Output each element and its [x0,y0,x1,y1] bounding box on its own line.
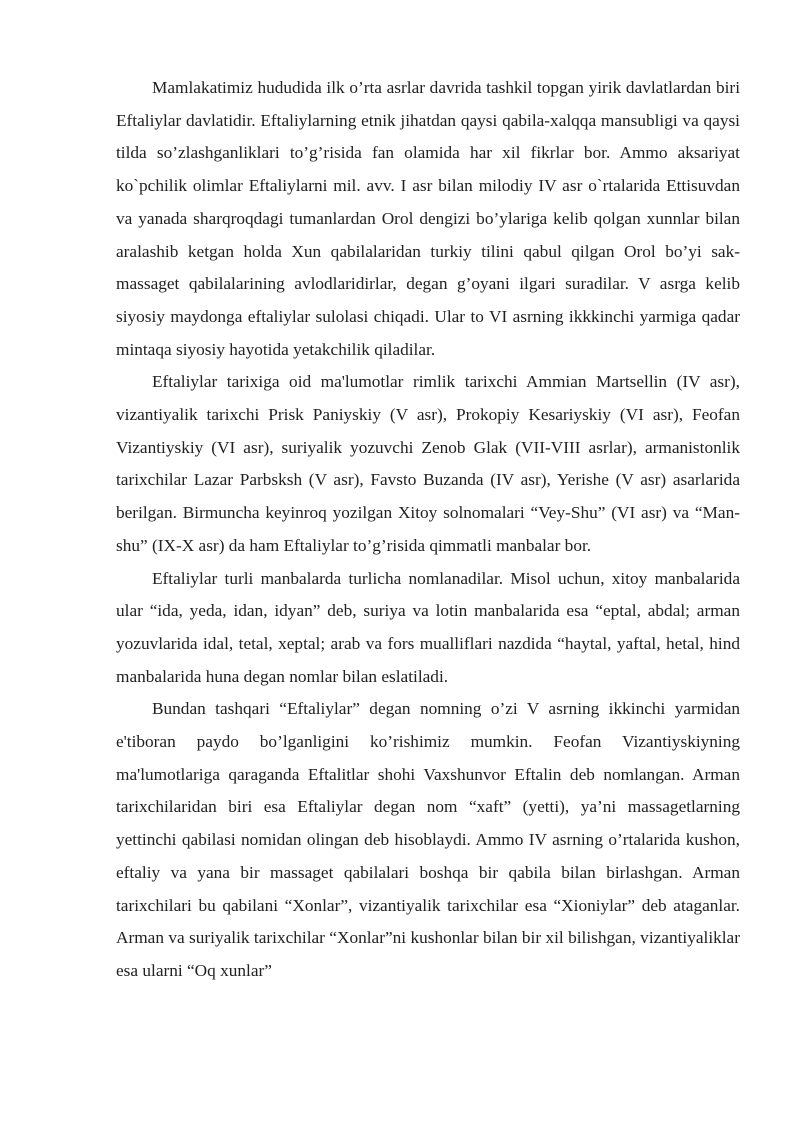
document-page [116,72,740,988]
paragraph-4: Bundan tashqari “Eftaliylar” degan nomning o’zi V asrning ikkinchi yarmidan e'tiboran paydo bo’lganligini ko’rishimiz mumkin. Feofan Vizantiyskiyning ma'lumotlariga qaraganda Eftalitlar shohi Vaxshunvor Eftalin deb nomlangan. Arman tarixchilaridan biri esa Eftaliylar degan nom “xaft” (yetti), ya’ni massagetlarning yettinchi qabilasi nomidan olingan deb hisoblaydi. Ammo IV asrning o’rtalarida kushon, eftaliy va yana bir massaget qabilalari boshqa bir qabila bilan birlashgan. Arman tarixchilari bu qabilani “Xonlar”, vizantiyalik tarixchilar esa “Xioniylar” deb ataganlar. Arman va suriyalik tarixchilar “Xonlar”ni kushonlar bilan bir xil bilishgan, vizantiyaliklar esa ularni “Oq xunlar” [116,699,740,980]
paragraph-1: Mamlakatimiz hududida ilk o’rta asrlar davrida tashkil topgan yirik davlatlardan biri Eftaliylar davlatidir. Eftaliylarning etnik jihatdan qaysi qabila-xalqqa mansubligi va qaysi tilda so’zlashganliklari to’g’risida fan olamida har xil fikrlar bor. Ammo aksariyat ko`pchilik olimlar Eftaliylarni mil. avv. I asr bilan milodiy IV asr o`rtalarida Ettisuvdan va yanada sharqroqdagi tumanlardan Orol dengizi bo’ylariga kelib qolgan xunnlar bilan aralashib ketgan holda Xun qabilalaridan turkiy tilini qabul qilgan Orol bo’yi sak-massaget qabilalarining avlodlaridirlar, degan g’oyani ilgari suradilar. V asrga kelib siyosiy maydonga eftaliylar sulolasi chiqadi. Ular to VI asrning ikkkinchi yarmiga qadar mintaqa siyosiy hayotida yetakchilik qiladilar. [116,78,740,359]
paragraph-3: Eftaliylar turli manbalarda turlicha nomlanadilar. Misol uchun, xitoy manbalarida ular “ida, yeda, idan, idyan” deb, suriya va lotin manbalarida esa “eptal, abdal; arman yozuvlarida idal, tetal, xeptal; arab va fors mualliflari nazdida “haytal, yaftal, hetal, hind manbalarida huna degan nomlar bilan eslatiladi. [116,568,740,686]
paragraph-2: Eftaliylar tarixiga oid ma'lumotlar rimlik tarixchi Ammian Martsellin (IV asr), vizantiyalik tarixchi Prisk Paniyskiy (V asr), Prokopiy Kesariyskiy (VI asr), Feofan Vizantiyskiy (VI asr), suriyalik yozuvchi Zenob Glak (VII-VIII asrlar), armanistonlik tarixchilar Lazar Parbsksh (V asr), Favsto Buzanda (IV asr), Yerishe (V asr) asarlarida berilgan. Birmuncha keyinroq yozilgan Xitoy solnomalari “Vey-Shu” (VI asr) va “Man-shu” (IX-X asr) da ham Eftaliylar to’g’risida qimmatli manbalar bor. [116,372,740,555]
